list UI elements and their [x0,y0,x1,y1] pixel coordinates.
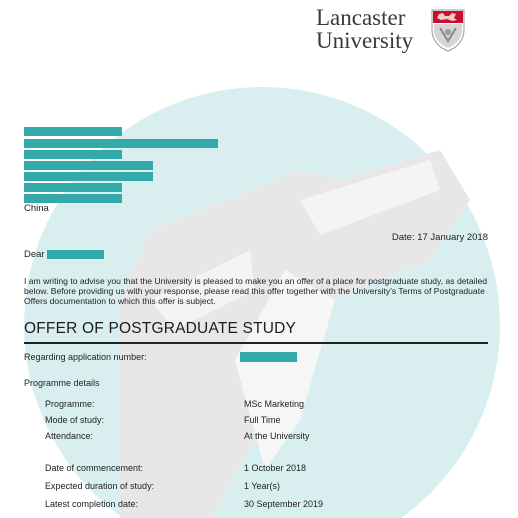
detail-value-commencement: 1 October 2018 [244,463,307,473]
detail-value-mode: Full Time [244,415,281,425]
redacted-address-line-7 [24,194,122,203]
detail-label-duration: Expected duration of study: [45,481,155,491]
detail-label-programme: Programme: [45,399,95,409]
detail-value-attendance: At the University [244,431,310,441]
university-logo [316,6,476,56]
detail-label-attendance: Attendance: [45,431,94,441]
salutation: Dear [24,249,45,260]
redacted-application-number [240,352,297,362]
detail-label-commencement: Date of commencement: [45,463,144,473]
address-country: China [24,203,49,214]
redacted-address-line-4 [24,161,153,170]
redacted-address-line-6 [24,183,122,192]
intro-paragraph: I am writing to advise you that the University is pleased to make you an offer of a place for postgraduate study, as detailed below. Before providing us with your response, please read this offer together with the University's Terms of Postgraduate Offers documentation to which this offer is subject. [24,276,488,307]
programme-details-heading: Programme details [24,378,100,388]
detail-value-completion: 30 September 2019 [244,499,324,509]
redacted-address-line-2 [24,139,218,148]
logo-wordmark [316,6,413,52]
detail-label-mode: Mode of study: [45,415,105,425]
redacted-address-line-1 [24,127,122,136]
logo-line-2: University [316,28,414,53]
detail-value-duration: 1 Year(s) [244,481,281,491]
detail-value-programme: MSc Marketing [244,399,305,409]
crest-icon [430,8,466,52]
application-number-label: Regarding application number: [24,352,147,362]
redacted-address-line-3 [24,150,122,159]
logo-line-1: Lancaster [316,5,406,30]
detail-label-completion: Latest completion date: [45,499,139,509]
offer-title: OFFER OF POSTGRADUATE STUDY [24,320,297,337]
letter-date: Date: 17 January 2018 [391,232,488,243]
redacted-address-line-5 [24,172,153,181]
redacted-recipient-name [47,250,104,259]
title-divider [24,342,488,344]
